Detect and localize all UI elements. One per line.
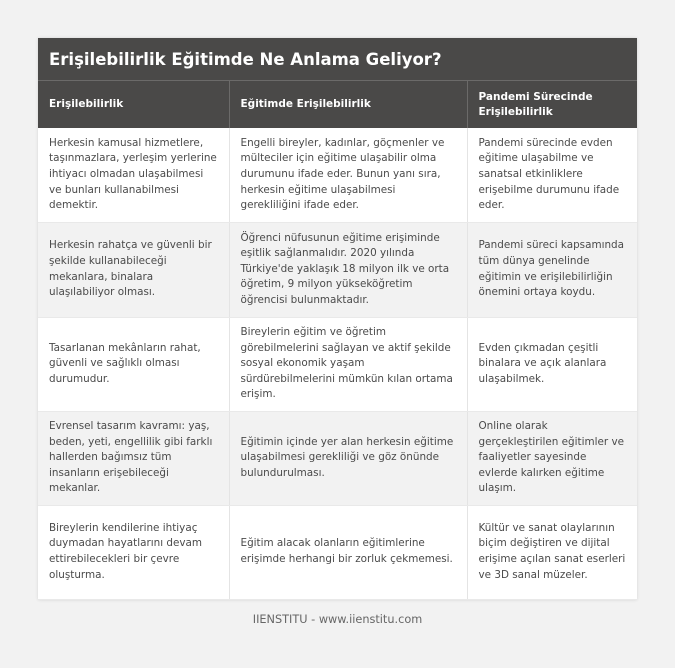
table-cell: Herkesin rahatça ve güvenli bir şekilde kullanabileceği mekanlara, binalara ulaşılabiliyor olması. <box>38 222 229 317</box>
info-table-card <box>38 38 637 600</box>
table-cell: Kültür ve sanat olaylarının biçim değiştiren ve dijital erişime açılan sanat eserleri ve 3D sanal müzeler. <box>467 505 637 599</box>
column-header-erisilebilirlik: Erişilebilirlik <box>38 81 229 128</box>
table-title: Erişilebilirlik Eğitimde Ne Anlama Geliyor? <box>38 38 637 81</box>
table-cell: Engelli bireyler, kadınlar, göçmenler ve mülteciler için eğitime ulaşabilir olma durumunu ifade eder. Bunun yanı sıra, herkesin eğitime ulaşabilmesi gerekliliğini ifade eder. <box>229 128 467 222</box>
table-cell: Tasarlanan mekânların rahat, güvenli ve sağlıklı olması durumudur. <box>38 317 229 411</box>
table-cell: Eğitim alacak olanların eğitimlerine erişimde herhangi bir zorluk çekmemesi. <box>229 505 467 599</box>
column-header-egitimde-erisilebilirlik: Eğitimde Erişilebilirlik <box>229 81 467 128</box>
table-body <box>38 128 637 599</box>
table-cell: Öğrenci nüfusunun eğitime erişiminde eşitlik sağlanmalıdır. 2020 yılında Türkiye'de yaklaşık 18 milyon ilk ve orta öğretim, 9 milyon yükseköğretim öğrencisi bulunmaktadır. <box>229 222 467 317</box>
table-cell: Herkesin kamusal hizmetlere, taşınmazlara, yerleşim yerlerine ihtiyacı olmadan ulaşabilmesi ve bunları kullanabilmesi demektir. <box>38 128 229 222</box>
table-cell: Pandemi sürecinde evden eğitime ulaşabilme ve sanatsal etkinliklere erişebilme durumunu ifade eder. <box>467 128 637 222</box>
footer-credit: IIENSTITU - www.iienstitu.com <box>252 613 423 626</box>
table-row <box>38 411 637 505</box>
header-row <box>38 81 637 128</box>
table-cell: Eğitimin içinde yer alan herkesin eğitime ulaşabilmesi gerekliliği ve göz önünde bulundurulması. <box>229 411 467 505</box>
table-row <box>38 317 637 411</box>
table-cell: Pandemi süreci kapsamında tüm dünya genelinde eğitimin ve erişilebilirliğin önemini ortaya koydu. <box>467 222 637 317</box>
table-header <box>38 81 637 128</box>
table-cell: Bireylerin kendilerine ihtiyaç duymadan hayatlarını devam ettirebilecekleri bir çevre oluşturma. <box>38 505 229 599</box>
table-cell: Evrensel tasarım kavramı: yaş, beden, yeti, engellilik gibi farklı hallerden bağımsız tüm insanların erişebileceği mekanlar. <box>38 411 229 505</box>
table-cell: Evden çıkmadan çeşitli binalara ve açık alanlara ulaşabilmek. <box>467 317 637 411</box>
table-cell: Online olarak gerçekleştirilen eğitimler ve faaliyetler sayesinde evlerde kalırken eğitime ulaşım. <box>467 411 637 505</box>
comparison-table <box>38 81 637 600</box>
table-row <box>38 128 637 222</box>
table-row <box>38 505 637 599</box>
table-cell: Bireylerin eğitim ve öğretim görebilmelerini sağlayan ve aktif şekilde sosyal ekonomik yaşam sürdürebilmelerini mümkün kılan ortama erişim. <box>229 317 467 411</box>
column-header-pandemi-surecinde: Pandemi Sürecinde Erişilebilirlik <box>467 81 637 128</box>
table-row <box>38 222 637 317</box>
